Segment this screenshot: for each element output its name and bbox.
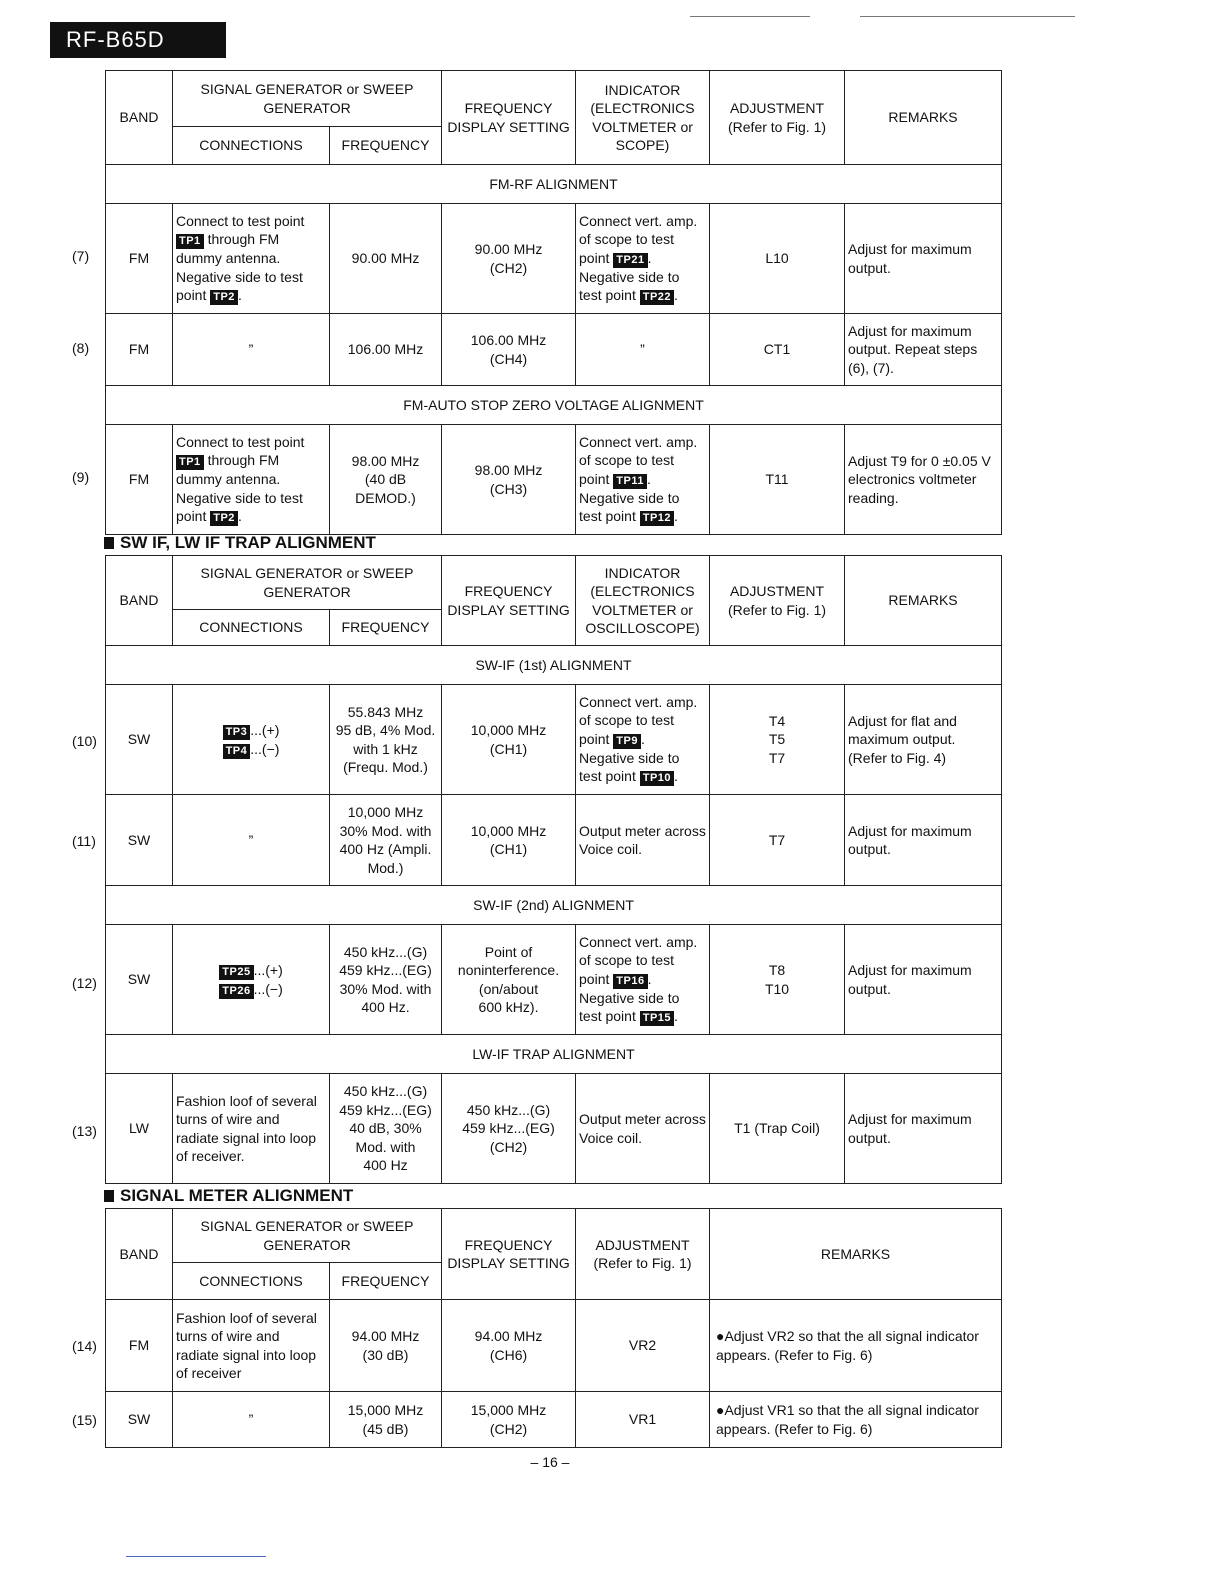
header-display: FREQUENCY DISPLAY SETTING	[442, 71, 576, 165]
frequency-cell: 15,000 MHz (45 dB)	[330, 1392, 442, 1448]
adjustment-cell: T1 (Trap Coil)	[710, 1074, 845, 1184]
test-point-badge: TP22	[640, 290, 674, 305]
connections-cell: TP3 ...(+) TP4 ...(−)	[173, 685, 330, 795]
display-cell: 98.00 MHz (CH3)	[442, 425, 576, 535]
remarks-cell: Adjust for maximum output.	[845, 1074, 1002, 1184]
header-signal-generator: SIGNAL GENERATOR or SWEEP GENERATOR	[173, 556, 442, 610]
header-band: BAND	[106, 71, 173, 165]
indicator-cell: Connect vert. amp. of scope to test point TP21 . Negative side to test point TP22 .	[576, 204, 710, 314]
adjustment-cell: CT1	[710, 314, 845, 386]
bullet-square-icon	[104, 1190, 114, 1202]
adjustment-cell: T11	[710, 425, 845, 535]
test-point-badge: TP4	[223, 744, 251, 759]
band-cell: FM	[106, 314, 173, 386]
remarks-cell: Adjust for maximum output.	[845, 925, 1002, 1035]
display-cell: 94.00 MHz (CH6)	[442, 1300, 576, 1392]
remarks-cell: Adjust for flat and maximum output. (Refer to Fig. 4)	[845, 685, 1002, 795]
frequency-cell: 10,000 MHz 30% Mod. with 400 Hz (Ampli. Mod.)	[330, 795, 442, 886]
test-point-badge: TP15	[640, 1011, 674, 1026]
subsection-title: FM-AUTO STOP ZERO VOLTAGE ALIGNMENT	[106, 386, 1002, 425]
indicator-cell: Output meter across Voice coil.	[576, 1074, 710, 1184]
scan-line	[860, 16, 1075, 17]
indicator-cell: Output meter across Voice coil.	[576, 795, 710, 886]
header-adjustment: ADJUSTMENT (Refer to Fig. 1)	[710, 71, 845, 165]
connections-cell: ”	[173, 1392, 330, 1448]
bullet-square-icon	[104, 537, 114, 549]
step-number: (9)	[72, 469, 90, 485]
table-row	[106, 685, 1002, 795]
step-number: (8)	[72, 340, 90, 356]
subsection-title: FM-RF ALIGNMENT	[106, 165, 1002, 204]
band-cell: FM	[106, 204, 173, 314]
indicator-cell: ”	[576, 314, 710, 386]
adjustment-cell: T4 T5 T7	[710, 685, 845, 795]
indicator-cell: Connect vert. amp. of scope to test point TP9 . Negative side to test point TP10 .	[576, 685, 710, 795]
adjustment-cell: L10	[710, 204, 845, 314]
header-connections: CONNECTIONS	[173, 1263, 330, 1300]
adjustment-cell: T7	[710, 795, 845, 886]
band-cell: SW	[106, 685, 173, 795]
adjustment-cell: T8 T10	[710, 925, 845, 1035]
connections-cell: ”	[173, 795, 330, 886]
connections-cell: ”	[173, 314, 330, 386]
header-indicator: INDICATOR (ELECTRONICS VOLTMETER or SCOPE)	[576, 71, 710, 165]
header-connections: CONNECTIONS	[173, 610, 330, 646]
connections-cell: Connect to test point TP1 through FM dummy antenna. Negative side to test point TP2 .	[173, 425, 330, 535]
test-point-badge: TP21	[613, 253, 647, 268]
frequency-cell: 450 kHz...(G) 459 kHz...(EG) 30% Mod. with 400 Hz.	[330, 925, 442, 1035]
test-point-badge: TP2	[210, 511, 238, 526]
band-cell: LW	[106, 1074, 173, 1184]
table-row	[106, 314, 1002, 386]
header-frequency: FREQUENCY	[330, 610, 442, 646]
header-adjustment: ADJUSTMENT (Refer to Fig. 1)	[710, 556, 845, 646]
indicator-cell: Connect vert. amp. of scope to test point TP16 . Negative side to test point TP15 .	[576, 925, 710, 1035]
table-row	[106, 1074, 1002, 1184]
frequency-cell: 106.00 MHz	[330, 314, 442, 386]
header-connections: CONNECTIONS	[173, 127, 330, 165]
test-point-badge: TP1	[176, 455, 204, 470]
step-number: (13)	[72, 1123, 97, 1139]
header-remarks: REMARKS	[845, 556, 1002, 646]
remarks-cell: Adjust T9 for 0 ±0.05 V electronics voltmeter reading.	[845, 425, 1002, 535]
remarks-cell: Adjust for maximum output.	[845, 204, 1002, 314]
step-number: (15)	[72, 1412, 97, 1428]
test-point-badge: TP16	[613, 974, 647, 989]
subsection-title: SW-IF (1st) ALIGNMENT	[106, 646, 1002, 685]
display-cell: 450 kHz...(G) 459 kHz...(EG) (CH2)	[442, 1074, 576, 1184]
sw-lw-alignment-table	[105, 555, 1002, 1184]
test-point-badge: TP1	[176, 234, 204, 249]
table-row	[106, 925, 1002, 1035]
subsection-title: SW-IF (2nd) ALIGNMENT	[106, 886, 1002, 925]
frequency-cell: 450 kHz...(G) 459 kHz...(EG) 40 dB, 30% Mod. with 400 Hz	[330, 1074, 442, 1184]
step-number: (11)	[72, 833, 96, 849]
band-cell: SW	[106, 1392, 173, 1448]
frequency-cell: 90.00 MHz	[330, 204, 442, 314]
signal-meter-alignment-table	[105, 1208, 1002, 1448]
section-title: SW IF, LW IF TRAP ALIGNMENT	[104, 533, 376, 553]
step-number: (14)	[72, 1338, 97, 1354]
header-remarks: REMARKS	[845, 71, 1002, 165]
step-number: (7)	[72, 248, 90, 264]
connections-cell: Connect to test point TP1 through FM dummy antenna. Negative side to test point TP2 .	[173, 204, 330, 314]
header-display: FREQUENCY DISPLAY SETTING	[442, 556, 576, 646]
model-label: RF-B65D	[50, 22, 226, 58]
table-row	[106, 1300, 1002, 1392]
display-cell: 15,000 MHz (CH2)	[442, 1392, 576, 1448]
band-cell: FM	[106, 425, 173, 535]
test-point-badge: TP3	[223, 725, 251, 740]
test-point-badge: TP9	[613, 734, 641, 749]
test-point-badge: TP12	[640, 511, 674, 526]
header-signal-generator: SIGNAL GENERATOR or SWEEP GENERATOR	[173, 71, 442, 127]
indicator-cell: Connect vert. amp. of scope to test point TP11 . Negative side to test point TP12 .	[576, 425, 710, 535]
display-cell: 90.00 MHz (CH2)	[442, 204, 576, 314]
test-point-badge: TP2	[210, 290, 238, 305]
table-row	[106, 795, 1002, 886]
band-cell: SW	[106, 925, 173, 1035]
connections-cell: Fashion loof of several turns of wire and radiate signal into loop of receiver	[173, 1300, 330, 1392]
remarks-cell: ●Adjust VR1 so that the all signal indicator appears. (Refer to Fig. 6)	[710, 1392, 1002, 1448]
section-title: SIGNAL METER ALIGNMENT	[104, 1186, 353, 1206]
connections-cell: TP25 ...(+) TP26 ...(−)	[173, 925, 330, 1035]
connections-cell: Fashion loof of several turns of wire and radiate signal into loop of receiver.	[173, 1074, 330, 1184]
frequency-cell: 94.00 MHz (30 dB)	[330, 1300, 442, 1392]
test-point-badge: TP10	[640, 771, 674, 786]
frequency-cell: 98.00 MHz (40 dB DEMOD.)	[330, 425, 442, 535]
subsection-title: LW-IF TRAP ALIGNMENT	[106, 1035, 1002, 1074]
frequency-cell: 55.843 MHz 95 dB, 4% Mod. with 1 kHz (Frequ. Mod.)	[330, 685, 442, 795]
header-signal-generator: SIGNAL GENERATOR or SWEEP GENERATOR	[173, 1209, 442, 1263]
fm-alignment-table	[105, 70, 1002, 535]
remarks-cell: Adjust for maximum output.	[845, 795, 1002, 886]
band-cell: FM	[106, 1300, 173, 1392]
step-number: (12)	[72, 975, 97, 991]
adjustment-cell: VR1	[576, 1392, 710, 1448]
display-cell: 10,000 MHz (CH1)	[442, 685, 576, 795]
header-indicator: INDICATOR (ELECTRONICS VOLTMETER or OSCILLOSCOPE)	[576, 556, 710, 646]
test-point-badge: TP26	[219, 984, 253, 999]
display-cell: 106.00 MHz (CH4)	[442, 314, 576, 386]
page-number: – 16 –	[530, 1454, 570, 1470]
adjustment-cell: VR2	[576, 1300, 710, 1392]
band-cell: SW	[106, 795, 173, 886]
header-frequency: FREQUENCY	[330, 127, 442, 165]
test-point-badge: TP11	[613, 474, 647, 489]
test-point-badge: TP25	[219, 965, 253, 980]
header-band: BAND	[106, 1209, 173, 1300]
remarks-cell: Adjust for maximum output. Repeat steps (6), (7).	[845, 314, 1002, 386]
table-row	[106, 1392, 1002, 1448]
display-cell: 10,000 MHz (CH1)	[442, 795, 576, 886]
header-frequency: FREQUENCY	[330, 1263, 442, 1300]
display-cell: Point of noninterference. (on/about 600 kHz).	[442, 925, 576, 1035]
scan-line	[690, 16, 810, 17]
header-remarks: REMARKS	[710, 1209, 1002, 1300]
footer-line	[126, 1556, 266, 1557]
table-row	[106, 204, 1002, 314]
header-display: FREQUENCY DISPLAY SETTING	[442, 1209, 576, 1300]
remarks-cell: ●Adjust VR2 so that the all signal indicator appears. (Refer to Fig. 6)	[710, 1300, 1002, 1392]
header-band: BAND	[106, 556, 173, 646]
step-number: (10)	[72, 733, 97, 749]
header-adjustment: ADJUSTMENT (Refer to Fig. 1)	[576, 1209, 710, 1300]
table-row	[106, 425, 1002, 535]
